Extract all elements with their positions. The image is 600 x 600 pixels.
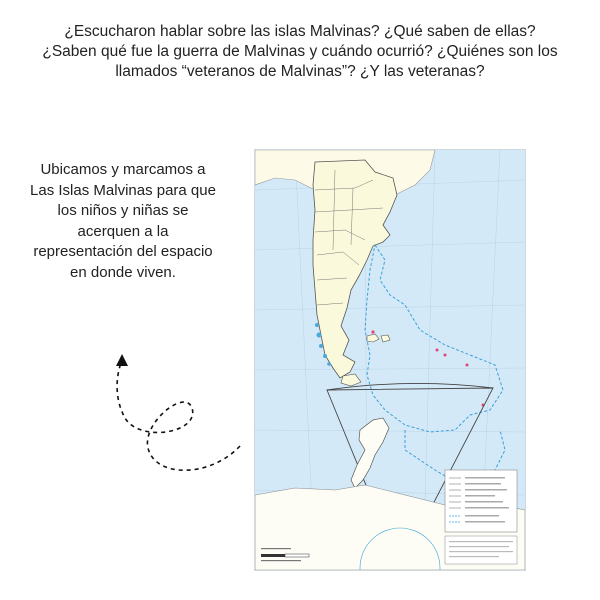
intro-question: ¿Escucharon hablar sobre las islas Malvinas? ¿Qué saben de ellas? ¿Saben qué fue la guerra de Malvinas y cuándo ocurrió? ¿Quiénes son los llamados “veteranos de Malvinas”? ¿Y las veteranas? <box>42 23 558 80</box>
dashed-loop-arrow-icon <box>100 348 250 488</box>
map-footnote-box <box>445 536 517 564</box>
map-svg <box>255 150 525 570</box>
argentina-map <box>254 149 526 571</box>
side-note: Ubicamos y marcamos a Las Islas Malvinas para que los niños y niñas se acerquen a la representación del espacio en donde viven. <box>30 161 216 281</box>
map-legend <box>445 470 517 532</box>
